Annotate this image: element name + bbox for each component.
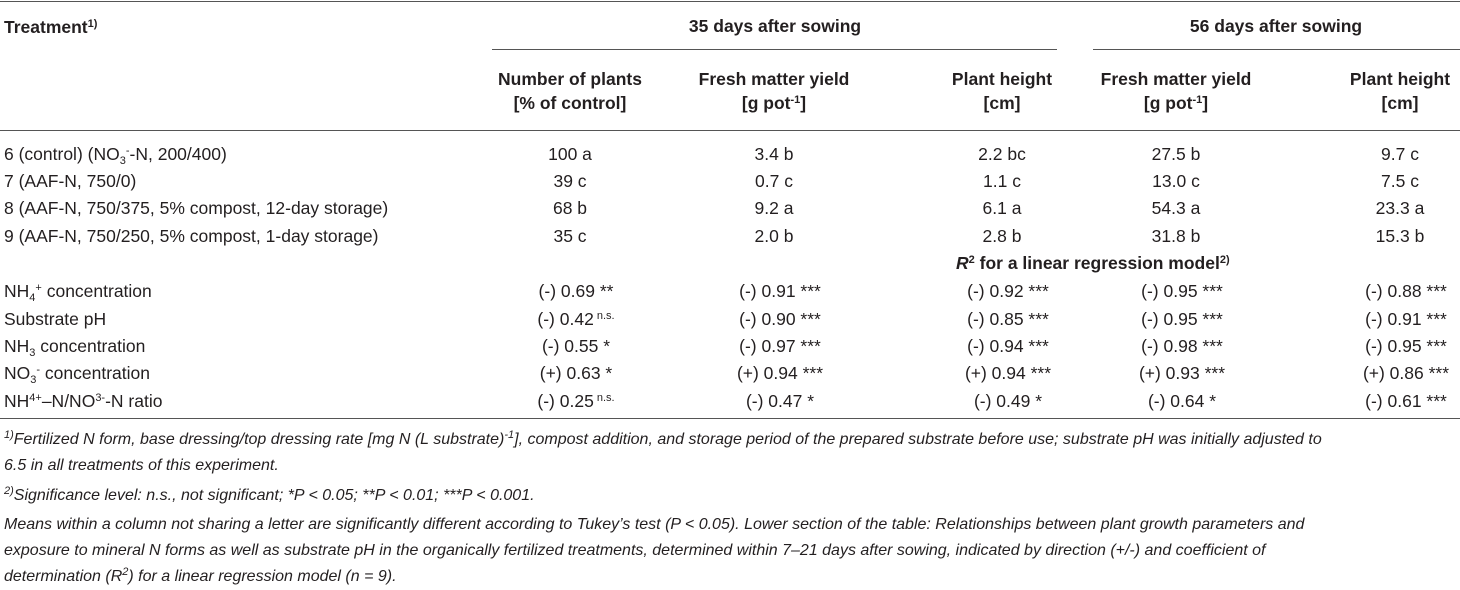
cell-plant-height-56: 23.3 a <box>1375 198 1425 218</box>
r2-value: (-) 0.95 <box>1141 281 1198 301</box>
r2-cell-plant-height-35 <box>965 363 1051 383</box>
r2-value: (-) 0.94 <box>967 336 1024 356</box>
significance-marker: *** <box>1421 391 1447 411</box>
r2-value: (-) 0.49 <box>973 391 1031 411</box>
footnote-2: $^{2)}$Significance level: n.s., not significant; *P < 0.05; **P < 0.01; ***P < 0.001. <box>4 485 535 504</box>
r2-cell-plant-height-56 <box>1365 281 1447 301</box>
r2-value: (-) 0.88 <box>1365 281 1422 301</box>
cell-fresh-matter-56: 27.5 b <box>1151 144 1201 164</box>
significance-marker: *** <box>1023 281 1049 301</box>
significance-marker: * <box>1204 391 1217 411</box>
r2-value: (-) 0.92 <box>967 281 1024 301</box>
significance-marker: *** <box>1197 281 1223 301</box>
r2-value: (+) 0.94 <box>964 363 1026 383</box>
significance-marker: *** <box>1421 336 1447 356</box>
r2-cell-fresh-matter-35 <box>739 281 821 301</box>
r2-cell-fresh-matter-35 <box>746 391 814 411</box>
r2-cell-fresh-matter-35 <box>739 336 821 356</box>
r2-value: (-) 0.98 <box>1141 336 1198 356</box>
group-56-days-header: 56 days after sowing <box>1189 16 1363 36</box>
r2-value: (-) 0.95 <box>1141 309 1198 329</box>
cell-plant-height-35: 6.1 a <box>982 198 1022 218</box>
r2-cell-plant-height-56 <box>1363 363 1449 383</box>
significance-marker: n.s. <box>593 310 615 322</box>
r2-cell-fresh-matter-35 <box>739 309 821 329</box>
significance-marker: * <box>600 363 613 383</box>
r2-cell-fresh-matter-35 <box>737 363 823 383</box>
r2-value: (+) 0.93 <box>1138 363 1200 383</box>
significance-marker: *** <box>1197 309 1223 329</box>
significance-marker: *** <box>797 363 824 383</box>
r2-value: (+) 0.63 <box>539 363 601 383</box>
bottom-rule <box>0 418 1460 419</box>
cell-plant-height-35: 2.8 b <box>982 226 1022 246</box>
significance-marker: *** <box>1023 309 1049 329</box>
significance-marker: *** <box>1023 336 1049 356</box>
r2-value: (-) 0.64 <box>1147 391 1205 411</box>
r2-cell-fresh-matter-56 <box>1141 281 1223 301</box>
r2-cell-plant-height-35 <box>967 336 1049 356</box>
r2-value: (-) 0.95 <box>1365 336 1422 356</box>
r2-cell-number-of-plants <box>540 363 613 383</box>
row-label-treatment-9: 9 (AAF-N, 750/250, 5% compost, 1-day storage) <box>4 226 379 246</box>
regression-label-no3: $NO_3^-$ concentration <box>4 363 150 386</box>
r2-value: (-) 0.91 <box>739 281 796 301</box>
row-label-treatment-7: 7 (AAF-N, 750/0) <box>4 171 137 191</box>
r2-cell-fresh-matter-56 <box>1139 363 1225 383</box>
top-rule <box>0 1 1460 2</box>
regression-label-nh3: $NH_3$ concentration <box>4 336 146 359</box>
r2-value: (-) 0.55 <box>541 336 599 356</box>
row-label-treatment-6: 6 (control) ($NO_3^--N$, 200/400) <box>4 144 227 167</box>
cell-fresh-matter-56: 54.3 a <box>1151 198 1201 218</box>
r2-cell-fresh-matter-56 <box>1148 391 1216 411</box>
r2-section-heading: $R^2$ for a linear regression model$^{2)}$ <box>956 253 1230 273</box>
r2-cell-plant-height-56 <box>1365 336 1447 356</box>
r2-value: (-) 0.97 <box>739 336 796 356</box>
cell-fresh-matter-56: 13.0 c <box>1152 171 1200 191</box>
cell-fresh-matter-35: 0.7 c <box>755 171 793 191</box>
r2-cell-fresh-matter-56 <box>1141 336 1223 356</box>
col-number-of-plants-header: Number of plants [% of control] <box>498 69 642 113</box>
r2-cell-fresh-matter-56 <box>1141 309 1223 329</box>
significance-marker: *** <box>795 281 821 301</box>
cell-plant-height-35: 1.1 c <box>983 171 1021 191</box>
table-note: Means within a column not sharing a letter are significantly different according to Tukey’s test (P < 0.05). Lower section of the table: Relationships between plant growth parameters and exposure to mineral N forms as well as substrate pH in the organically fertilized treatments, determined within 7–21 days after sowing, indicated by direction (+/-) and coefficient of determination $(R^2)$ for a linear regression model (n = 9). <box>4 516 1305 585</box>
significance-marker: *** <box>795 336 821 356</box>
significance-marker: * <box>1030 391 1043 411</box>
header-rule <box>0 130 1460 131</box>
r2-cell-number-of-plants <box>537 391 614 411</box>
regression-label-nh4: $NH_4^+$ concentration <box>4 281 152 304</box>
significance-marker: ** <box>594 281 614 301</box>
footnote-1: $^{1)}$Fertilized N form, base dressing/top dressing rate [mg N (L substrate)$^{-1}$], compost addition, and storage period of the prepared substrate before use; substrate pH was initially adjusted to 6.5 in all treatments of this experiment. <box>4 429 1322 474</box>
significance-marker: *** <box>1025 363 1052 383</box>
significance-marker: *** <box>795 309 821 329</box>
cell-number-of-plants: 100 a <box>548 144 592 164</box>
r2-cell-number-of-plants <box>539 281 614 301</box>
cell-plant-height-35: 2.2 bc <box>978 144 1026 164</box>
cell-fresh-matter-35: 3.4 b <box>754 144 794 164</box>
regression-label-substrate-ph: Substrate pH <box>4 309 107 329</box>
cell-fresh-matter-35: 2.0 b <box>754 226 794 246</box>
significance-marker: n.s. <box>593 392 615 404</box>
r2-value: (-) 0.25 <box>537 391 594 411</box>
r2-value: (-) 0.85 <box>967 309 1024 329</box>
significance-marker: *** <box>1423 363 1450 383</box>
col-plant-height-35-header: Plant height [cm] <box>951 69 1053 113</box>
treatment-header: Treatment$^{1)}$ <box>4 17 98 37</box>
cell-number-of-plants: 39 c <box>553 171 587 191</box>
cell-fresh-matter-35: 9.2 a <box>754 198 794 218</box>
r2-cell-plant-height-56 <box>1365 391 1447 411</box>
r2-value: (-) 0.91 <box>1365 309 1422 329</box>
col-plant-height-56-header: Plant height [cm] <box>1349 69 1451 113</box>
significance-marker: *** <box>1199 363 1226 383</box>
significance-marker: *** <box>1421 281 1447 301</box>
group-35-days-header: 35 days after sowing <box>688 16 862 36</box>
significance-marker: * <box>598 336 611 356</box>
r2-value: (-) 0.47 <box>745 391 803 411</box>
r2-value: (-) 0.61 <box>1365 391 1422 411</box>
cell-number-of-plants: 35 c <box>553 226 587 246</box>
group35-rule <box>492 49 1057 50</box>
r2-cell-plant-height-35 <box>974 391 1042 411</box>
regression-label-ratio: $NH^{4+}-N/NO^{3-}-N$ ratio <box>4 391 163 411</box>
r2-cell-plant-height-35 <box>967 309 1049 329</box>
cell-plant-height-56: 7.5 c <box>1381 171 1419 191</box>
cell-plant-height-56: 15.3 b <box>1375 226 1425 246</box>
col-fresh-matter-56-header: Fresh matter yield [g pot$^{-1}$] <box>1100 69 1252 113</box>
significance-marker: *** <box>1197 336 1223 356</box>
cell-plant-height-56: 9.7 c <box>1381 144 1419 164</box>
r2-cell-plant-height-35 <box>967 281 1049 301</box>
col-fresh-matter-35-header: Fresh matter yield [g pot$^{-1}$] <box>698 69 850 113</box>
group56-rule <box>1093 49 1460 50</box>
r2-value: (-) 0.90 <box>739 309 796 329</box>
r2-value: (-) 0.42 <box>537 309 594 329</box>
significance-marker: * <box>802 391 815 411</box>
r2-cell-number-of-plants <box>537 309 614 329</box>
cell-fresh-matter-56: 31.8 b <box>1151 226 1201 246</box>
r2-value: (+) 0.94 <box>736 363 798 383</box>
row-label-treatment-8: 8 (AAF-N, 750/375, 5% compost, 12-day storage) <box>4 198 389 218</box>
r2-value: (-) 0.69 <box>538 281 595 301</box>
cell-number-of-plants: 68 b <box>552 198 588 218</box>
significance-marker: *** <box>1421 309 1447 329</box>
r2-cell-number-of-plants <box>542 336 610 356</box>
r2-cell-plant-height-56 <box>1365 309 1447 329</box>
r2-value: (+) 0.86 <box>1362 363 1424 383</box>
